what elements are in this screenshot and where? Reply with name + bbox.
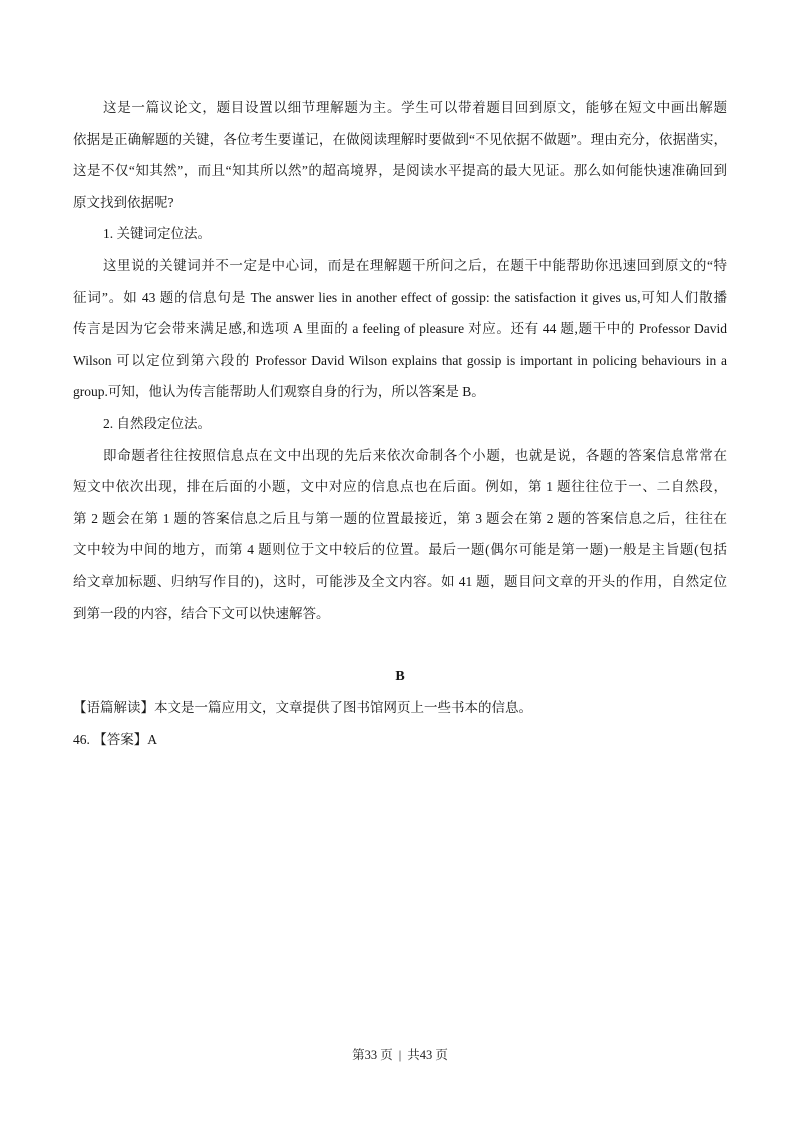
- paragraph-line: 这是不仅“知其然”，而且“知其所以然”的超高境界，是阅读水平提高的最大见证。那么如何能快速准确回到: [73, 163, 727, 179]
- analysis-text: 本文是一篇应用文，文章提供了图书馆网页上一些书本的信息。: [154, 700, 532, 716]
- paragraph-line: 传言是因为它会带来满足感,和选项 A 里面的 a feeling of pleasure 对应。还有 44 题,题干中的 Professor David: [73, 321, 727, 337]
- paragraph-line: 第 2 题会在第 1 题的答案信息之后且与第一题的位置最接近，第 3 题会在第 2 题的答案信息之后，往往在: [73, 510, 727, 526]
- paragraph-keyword-method: [73, 250, 727, 408]
- paragraph-line: 文中较为中间的地方，而第 4 题则位于文中较后的位置。最后一题(偶尔可能是第一题)一般是主旨题(包括: [73, 542, 727, 558]
- paragraph-line: 即命题者往往按照信息点在文中出现的先后来依次命制各个小题，也就是说，各题的答案信息常常在: [103, 447, 727, 463]
- answer-value: A: [147, 731, 157, 747]
- paragraph-line: 这里说的关键词并不一定是中心词，而是在理解题干所问之后，在题干中能帮助你迅速回到原文的“特: [103, 257, 727, 273]
- section-heading: B: [395, 668, 405, 684]
- method-heading-keyword: [73, 218, 727, 250]
- method-heading-paragraph-order: [73, 408, 727, 440]
- paragraph-line: 到第一段的内容，结合下文可以快速解答。: [73, 605, 330, 621]
- method-number: 1.: [103, 226, 114, 242]
- footer-separator: |: [398, 1048, 402, 1062]
- page-total: 共43 页: [407, 1048, 448, 1062]
- paragraph-line: Wilson 可以定位到第六段的 Professor David Wilson explains that gossip is important in policing behaviours in a: [73, 352, 727, 368]
- paragraph-line: 征词”。如 43 题的信息句是 The answer lies in another effect of gossip: the satisfaction it gives us,可知人们散播: [73, 289, 727, 305]
- method-title: 自然段定位法。: [116, 415, 211, 431]
- paragraph-line: 依据是正确解题的关键，各位考生要谨记，在做阅读理解时要做到“不见依据不做题”。理由充分，依据凿实，: [73, 131, 727, 147]
- method-title: 关键词定位法。: [116, 226, 211, 242]
- answer-line: [73, 724, 727, 756]
- paragraph-line: 短文中依次出现，排在后面的小题，文中对应的信息点也在后面。例如，第 1 题往往位于一、二自然段，: [73, 479, 727, 495]
- page-content: [73, 92, 727, 755]
- paragraph-line: group.可知，他认为传言能帮助人们观察自身的行为，所以答案是 B。: [73, 384, 485, 400]
- page-number: 第33 页: [352, 1048, 393, 1062]
- page-footer: [0, 1044, 800, 1066]
- paragraph-line: 这是一篇议论文，题目设置以细节理解题为主。学生可以带着题目回到原文，能够在短文中画出解题: [103, 100, 727, 115]
- paragraph-line: 原文找到依据呢?: [73, 194, 174, 210]
- paragraph-order-method: [73, 440, 727, 630]
- analysis-label: 【语篇解读】: [73, 700, 154, 716]
- paragraph-line: 给文章加标题、归纳写作目的)，这时，可能涉及全文内容。如 41 题，题目问文章的开头的作用，自然定位: [73, 573, 727, 589]
- paragraph-intro: [73, 92, 727, 218]
- question-number: 46.: [73, 731, 90, 747]
- method-number: 2.: [103, 415, 114, 431]
- answer-label: 【答案】: [93, 731, 148, 747]
- passage-analysis: [73, 692, 727, 724]
